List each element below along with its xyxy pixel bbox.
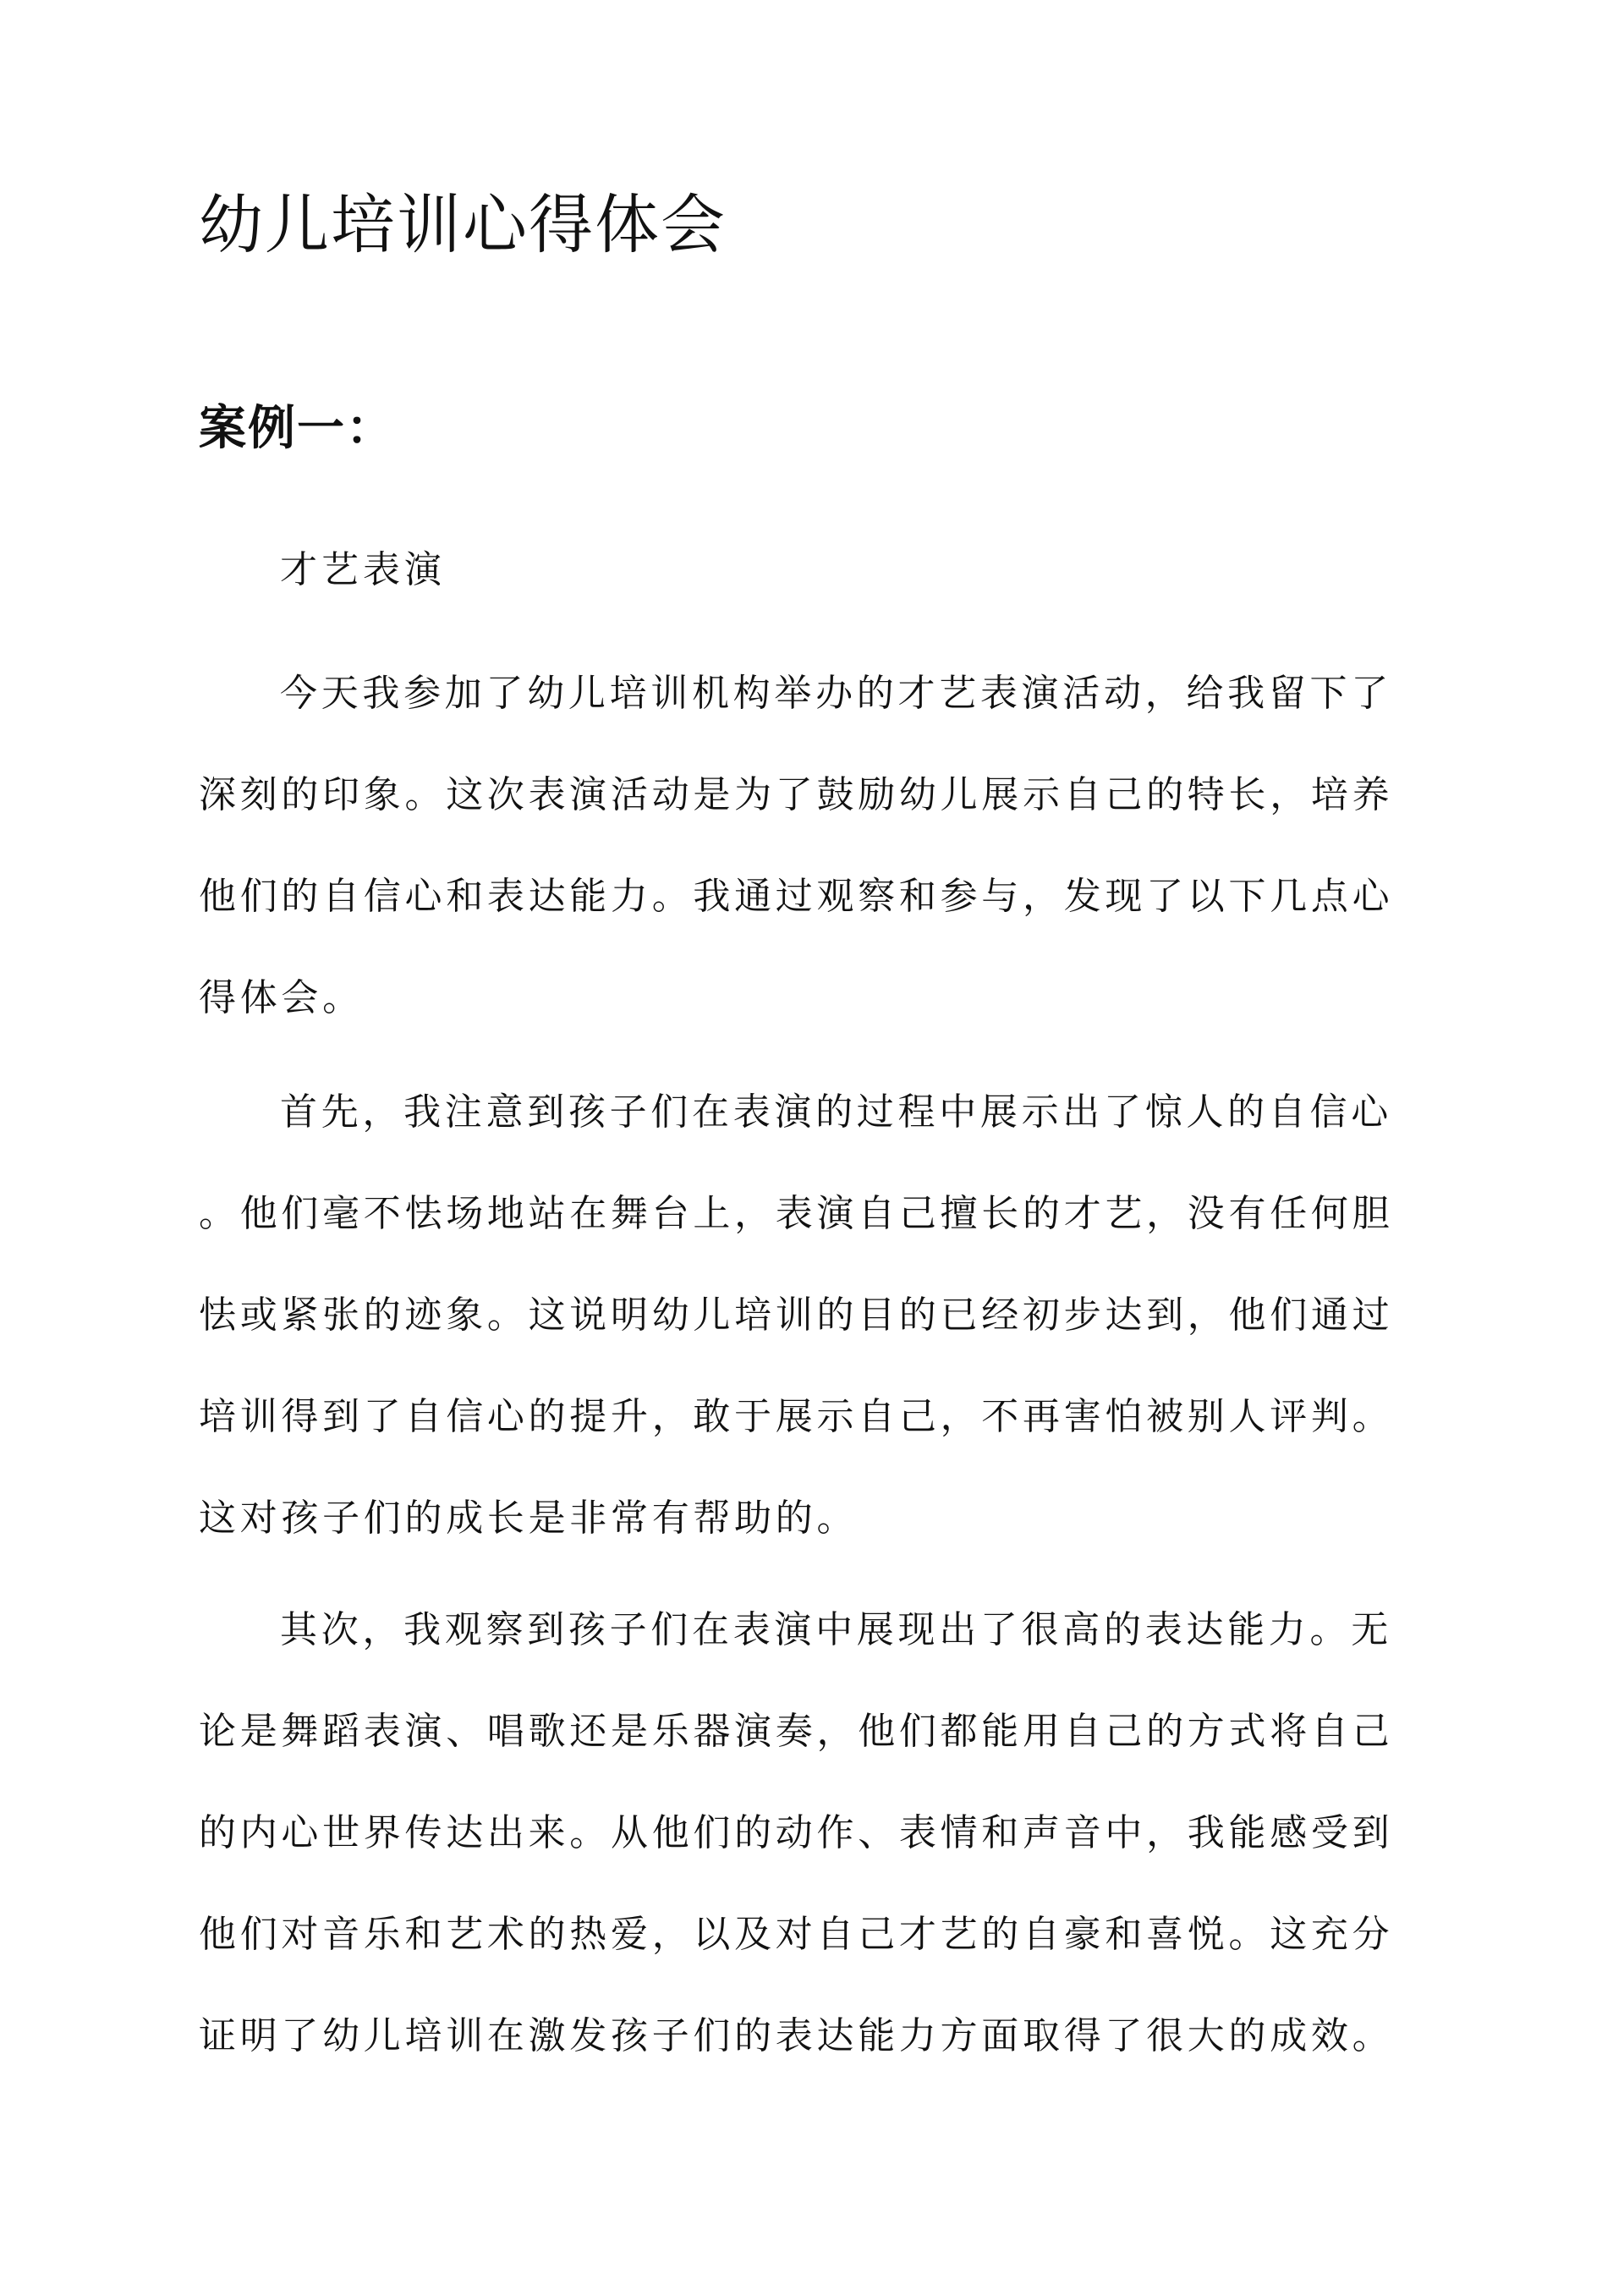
section-heading: 案例一： [199, 400, 395, 456]
subtitle: 才艺表演 [280, 548, 446, 591]
paragraph-line: 首先，我注意到孩子们在表演的过程中展示出了惊人的自信心 [280, 1090, 1392, 1134]
paragraph-line: 今天我参加了幼儿培训机构举办的才艺表演活动，给我留下了 [280, 672, 1392, 715]
paragraph-line: 得体会。 [199, 976, 364, 1019]
paragraph-line: 。他们毫不怯场地站在舞台上，表演自己擅长的才艺，没有任何胆 [199, 1192, 1394, 1235]
paragraph-line: 证明了幼儿培训在激发孩子们的表达能力方面取得了很大的成效。 [199, 2014, 1394, 2057]
paragraph-line: 论是舞蹈表演、唱歌还是乐器演奏，他们都能用自己的方式将自己 [199, 1710, 1394, 1753]
paragraph-line: 他们对音乐和艺术的热爱，以及对自己才艺的自豪和喜悦。这充分 [199, 1913, 1394, 1956]
paragraph-line: 他们的自信心和表达能力。我通过观察和参与，发现了以下几点心 [199, 875, 1394, 918]
paragraph-2 [199, 1087, 1434, 1595]
paragraph-line: 的内心世界传达出来。从他们的动作、表情和声音中，我能感受到 [199, 1811, 1394, 1854]
paragraph-line: 深刻的印象。这次表演活动是为了鼓励幼儿展示自己的特长，培养 [199, 773, 1394, 816]
paragraph-3 [199, 1605, 1434, 2112]
paragraph-line: 这对孩子们的成长是非常有帮助的。 [199, 1497, 859, 1540]
document-title: 幼儿培训心得体会 [199, 187, 727, 262]
paragraph-line: 怯或紧张的迹象。这说明幼儿培训的目的已经初步达到，他们通过 [199, 1294, 1394, 1337]
paragraph-line: 培训得到了自信心的提升，敢于展示自己，不再害怕被别人评判。 [199, 1395, 1394, 1438]
paragraph-1 [199, 668, 1434, 1074]
paragraph-line: 其次，我观察到孩子们在表演中展现出了很高的表达能力。无 [280, 1608, 1392, 1651]
